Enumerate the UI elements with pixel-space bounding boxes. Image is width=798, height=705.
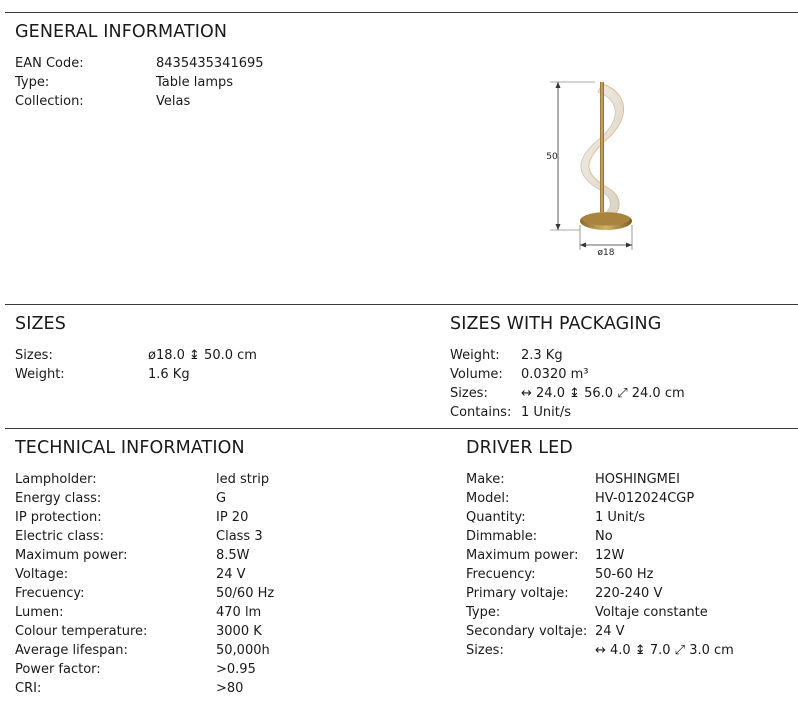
driver-label: Frecuency: [466,567,536,582]
packaging-value: ↔ 24.0 ↨ 56.0 ⤢ 24.0 cm [521,386,685,401]
technical-label: Lampholder: [15,472,97,487]
technical-list [15,470,274,698]
packaging-row [450,346,685,365]
driver-value: Voltaje constante [595,605,708,620]
general-row-collection [15,92,264,111]
packaging-row [450,384,685,403]
technical-label: Electric class: [15,529,104,544]
technical-label: Power factor: [15,662,101,677]
driver-value: 1 Unit/s [595,510,646,525]
packaging-value: 1 Unit/s [521,405,572,420]
driver-list [466,470,734,660]
lamp-pole [600,82,604,226]
driver-value: 12W [595,548,625,563]
general-label: Collection: [15,94,84,109]
driver-value: No [595,529,613,544]
technical-row [15,489,274,508]
technical-value: 8.5W [216,548,250,563]
technical-value: >0.95 [216,662,256,677]
technical-row [15,565,274,584]
technical-value: 50/60 Hz [216,586,275,601]
technical-label: IP protection: [15,510,102,525]
technical-value: 3000 K [216,624,262,639]
technical-label: Frecuency: [15,586,85,601]
technical-row [15,470,274,489]
sizes-value: 1.6 Kg [148,367,190,382]
packaging-label: Volume: [450,367,503,382]
driver-label: Maximum power: [466,548,579,563]
driver-label: Primary voltaje: [466,586,569,601]
driver-label: Quantity: [466,510,526,525]
sizes-row [15,346,257,365]
packaging-label: Contains: [450,405,512,420]
general-information-heading: GENERAL INFORMATION [15,22,228,42]
technical-label: Lumen: [15,605,64,620]
technical-value: 24 V [216,567,246,582]
general-information-list [15,54,264,111]
diameter-label: ø18 [597,248,615,258]
technical-value: IP 20 [216,510,249,525]
driver-value: 24 V [595,624,625,639]
technical-heading: TECHNICAL INFORMATION [15,438,245,458]
sizes-label: Sizes: [15,348,53,363]
technical-row [15,584,274,603]
driver-row [466,470,734,489]
packaging-label: Sizes: [450,386,488,401]
sizes-row [15,365,257,384]
driver-heading: DRIVER LED [466,438,573,458]
technical-label: Voltage: [15,567,69,582]
technical-value: G [216,491,227,506]
driver-label: Model: [466,491,510,506]
packaging-heading: SIZES WITH PACKAGING [450,314,662,334]
driver-row [466,527,734,546]
technical-label: CRI: [15,681,42,696]
driver-row [466,622,734,641]
driver-value: 220-240 V [595,586,663,601]
technical-value: 50,000h [216,643,270,658]
general-row-ean [15,54,264,73]
technical-row [15,660,274,679]
technical-row [15,546,274,565]
general-value: Velas [156,94,191,109]
driver-row [466,489,734,508]
driver-value: ↔ 4.0 ↨ 7.0 ⤢ 3.0 cm [595,643,734,658]
sizes-value: ø18.0 ↨ 50.0 cm [148,348,257,363]
technical-value: Class 3 [216,529,263,544]
driver-label: Dimmable: [466,529,538,544]
technical-label: Average lifespan: [15,643,128,658]
height-label: 50 [546,152,558,162]
driver-row [466,546,734,565]
packaging-label: Weight: [450,348,500,363]
technical-row [15,527,274,546]
sizes-heading: SIZES [15,314,66,334]
general-label: EAN Code: [15,56,84,71]
lamp-dimension-figure [540,70,650,270]
technical-row [15,508,274,527]
driver-label: Sizes: [466,643,504,658]
technical-value: 470 lm [216,605,262,620]
general-value: Table lamps [156,75,234,90]
general-row-type [15,73,264,92]
general-value: 8435435341695 [156,56,264,71]
top-divider [5,12,798,13]
technical-value: led strip [216,472,270,487]
driver-value: HOSHINGMEI [595,472,680,487]
driver-value: 50-60 Hz [595,567,654,582]
technical-label: Energy class: [15,491,102,506]
packaging-value: 2.3 Kg [521,348,563,363]
driver-label: Type: [466,605,501,620]
driver-row [466,603,734,622]
technical-divider [5,428,798,429]
technical-row [15,622,274,641]
technical-row [15,679,274,698]
packaging-value: 0.0320 m³ [521,367,589,382]
packaging-list [450,346,685,422]
driver-value: HV-012024CGP [595,491,695,506]
sizes-divider [5,304,798,305]
driver-label: Make: [466,472,505,487]
technical-row [15,641,274,660]
driver-row [466,584,734,603]
packaging-row [450,403,685,422]
technical-row [15,603,274,622]
driver-row [466,565,734,584]
technical-value: >80 [216,681,244,696]
sizes-label: Weight: [15,367,65,382]
packaging-row [450,365,685,384]
technical-label: Maximum power: [15,548,128,563]
driver-row [466,508,734,527]
driver-label: Secondary voltaje: [466,624,588,639]
technical-label: Colour temperature: [15,624,148,639]
driver-row [466,641,734,660]
sizes-list [15,346,257,384]
general-label: Type: [15,75,50,90]
